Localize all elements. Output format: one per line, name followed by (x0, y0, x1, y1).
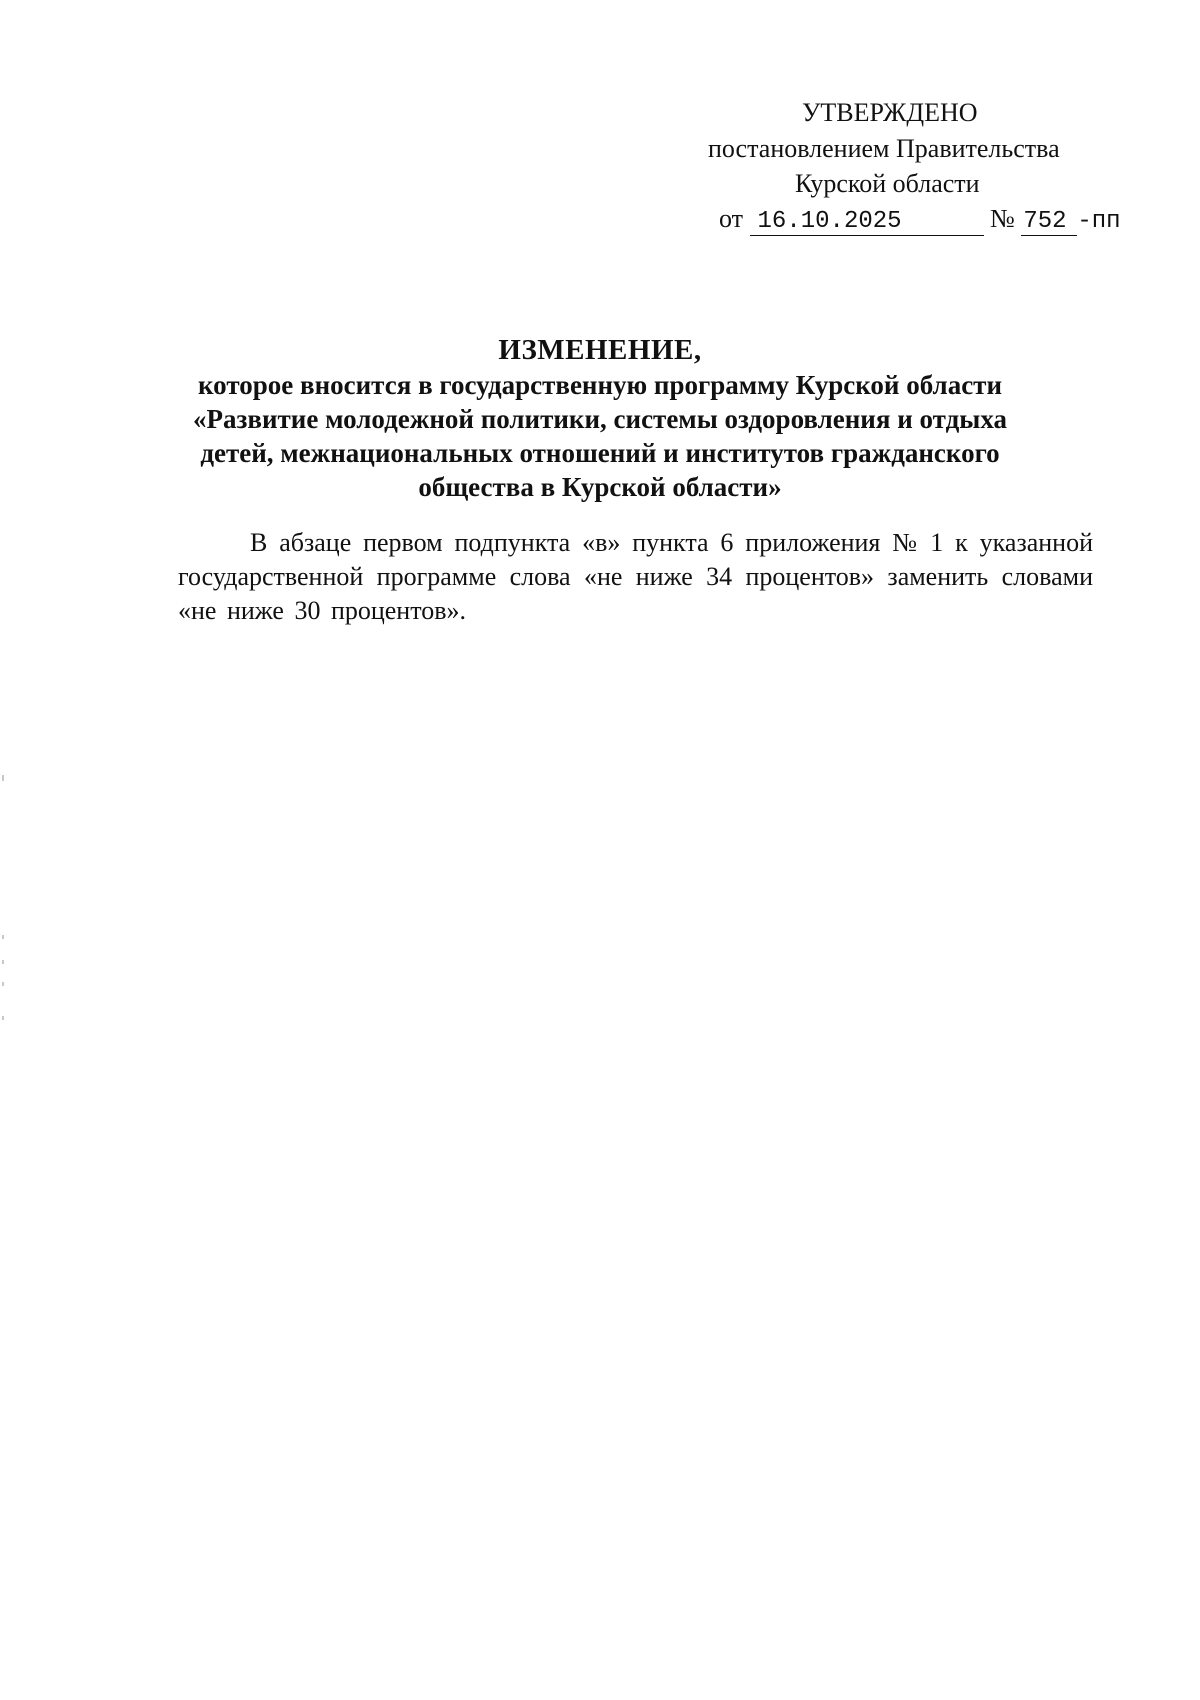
approved-date-line (719, 204, 1121, 237)
approved-heading: УТВЕРЖДЕНО (802, 98, 978, 127)
scan-margin-mark (2, 935, 4, 939)
number-field: 752 (1021, 209, 1077, 236)
scan-margin-mark (2, 775, 4, 781)
body-paragraph: В абзаце первом подпункта «в» пункта 6 приложения № 1 к указанной государственной программе слова «не ниже 34 процентов» заменить словами «не ниже 30 процентов». (178, 528, 1093, 625)
number-suffix: -пп (1077, 208, 1121, 235)
title-line: «Развитие молодежной политики, системы оздоровления и отдыха (193, 404, 1007, 434)
approved-region-line: Курской области (795, 169, 980, 198)
date-field: 16.10.2025 (750, 209, 984, 236)
number-sign: № (990, 204, 1015, 233)
approved-by-line: постановлением Правительства (708, 134, 1060, 163)
date-prefix: от (719, 204, 744, 233)
document-title: ИЗМЕНЕНИЕ, (498, 334, 702, 366)
title-line: общества в Курской области» (418, 472, 782, 502)
title-line: детей, межнациональных отношений и институтов гражданского (200, 438, 1000, 468)
title-line: которое вносится в государственную программу Курской области (197, 370, 1002, 400)
scan-margin-mark (2, 960, 4, 964)
scan-margin-mark (2, 982, 4, 986)
document-title-block (140, 330, 1060, 504)
scan-margin-mark (2, 1016, 4, 1020)
